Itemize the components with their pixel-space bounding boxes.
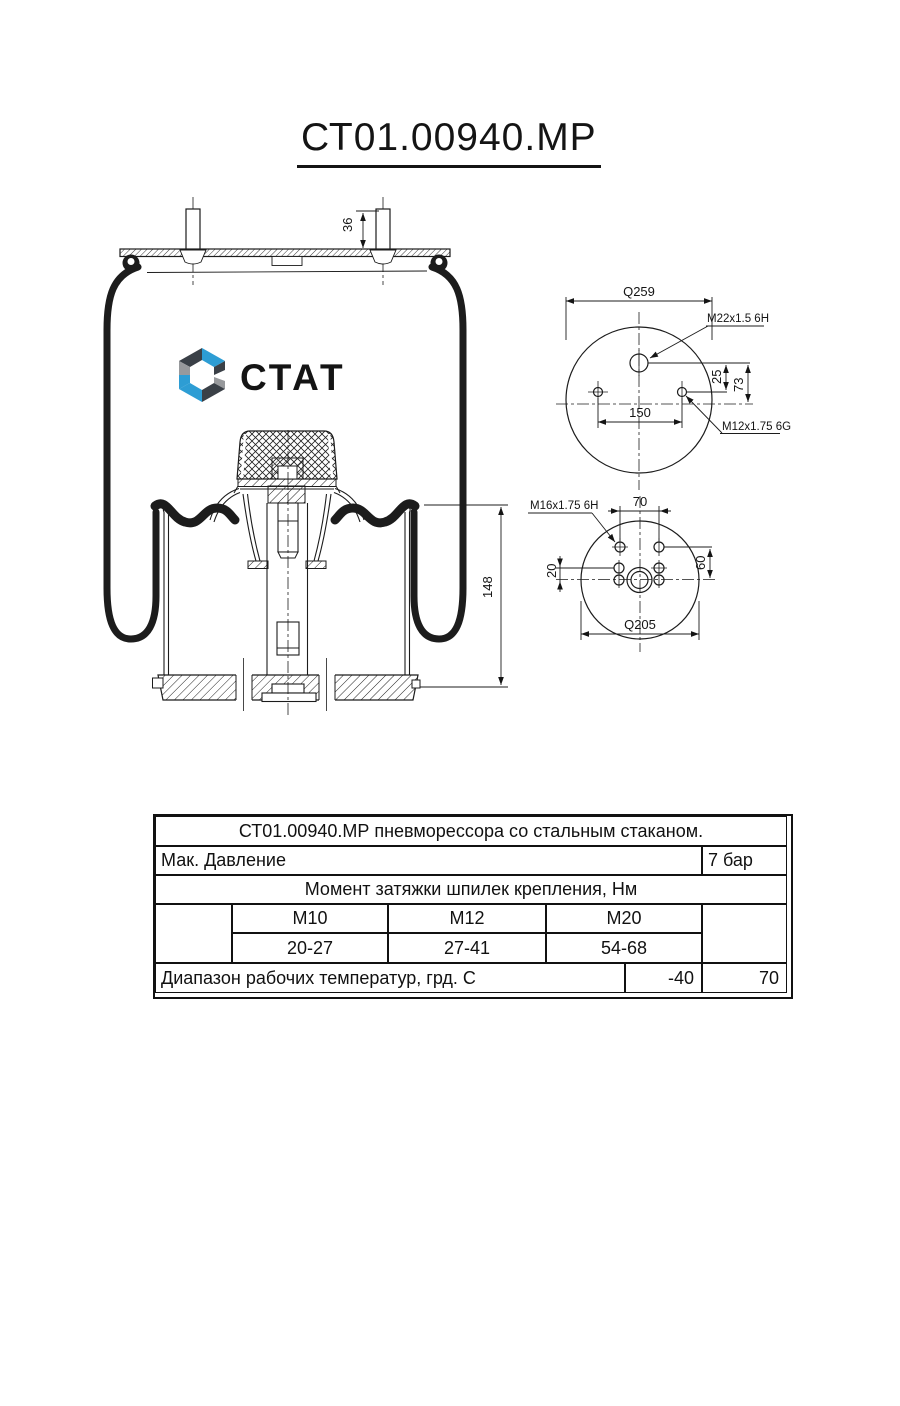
base-step-left (153, 678, 164, 688)
bump-stop-plate (238, 479, 336, 487)
bellows-clamp-band-left (155, 504, 235, 523)
dim-stud-spacing-70 (608, 506, 671, 541)
dim-label-q205: Q205 (624, 617, 656, 632)
temp-min-cell: -40 (625, 963, 702, 993)
mount-stud-right (376, 209, 390, 250)
pressure-label-cell: Мак. Давление (155, 846, 702, 875)
top-plate-underside (147, 271, 427, 273)
dim-label-60: 60 (693, 555, 708, 570)
dim-label-36: 36 (340, 217, 355, 232)
spacer-left-cell (155, 904, 232, 963)
dim-label-20: 20 (544, 563, 559, 578)
stud-boss-left (180, 250, 206, 264)
dim-label-70: 70 (632, 494, 648, 509)
m16-leader (592, 513, 615, 542)
page-title: СТ01.00940.МР (297, 116, 601, 168)
base-step-right (412, 680, 420, 688)
size-m12-cell: М12 (388, 904, 546, 933)
bolt-washer (262, 693, 316, 702)
logo-text: СТАТ (240, 357, 346, 398)
bellows-clamp-band-right (335, 504, 415, 523)
label-m16-thread: M16x1.75 6H (530, 500, 599, 512)
torque-m10-cell: 20-27 (232, 933, 388, 963)
bellows-outline-right (414, 267, 463, 639)
dim-label-148: 148 (480, 576, 495, 598)
mount-stud-left (186, 209, 200, 250)
dim-label-25: 25 (709, 369, 724, 384)
bottom-piston-view (528, 494, 716, 652)
m22-leader (650, 326, 708, 358)
pressure-value-cell: 7 бар (702, 846, 787, 875)
stud-boss-right (370, 250, 396, 264)
stat-logo (179, 348, 346, 402)
table-header-row: СТ01.00940.МР пневморессора со стальным стаканом. (155, 816, 787, 846)
spacer-right-cell (702, 904, 787, 963)
dim-label-150: 150 (629, 405, 651, 420)
temp-label-cell: Диапазон рабочих температур, грд. С (155, 963, 625, 993)
top-flange-view (556, 284, 791, 490)
label-m12-thread: M12x1.75 6G (722, 421, 792, 433)
temp-max-cell: 70 (702, 963, 787, 993)
center-bore-inner (631, 572, 648, 589)
air-port-notch (272, 257, 302, 266)
torque-m12-cell: 27-41 (388, 933, 546, 963)
bellows-outline-left (107, 267, 156, 639)
torque-header-cell: Момент затяжки шпилек крепления, Нм (155, 875, 787, 904)
top-plate (120, 249, 450, 257)
size-m20-cell: М20 (546, 904, 702, 933)
m12-leader (686, 396, 722, 433)
bell-flange-right (306, 561, 326, 569)
dim-label-73: 73 (731, 377, 746, 392)
bell-flange-left (248, 561, 268, 569)
torque-m20-cell: 54-68 (546, 933, 702, 963)
side-view (107, 197, 508, 716)
spec-table (153, 814, 793, 999)
label-m22-thread: M22x1.5 6H (707, 313, 770, 325)
center-hub (268, 486, 305, 503)
dim-label-q259: Q259 (623, 284, 655, 299)
size-m10-cell: М10 (232, 904, 388, 933)
